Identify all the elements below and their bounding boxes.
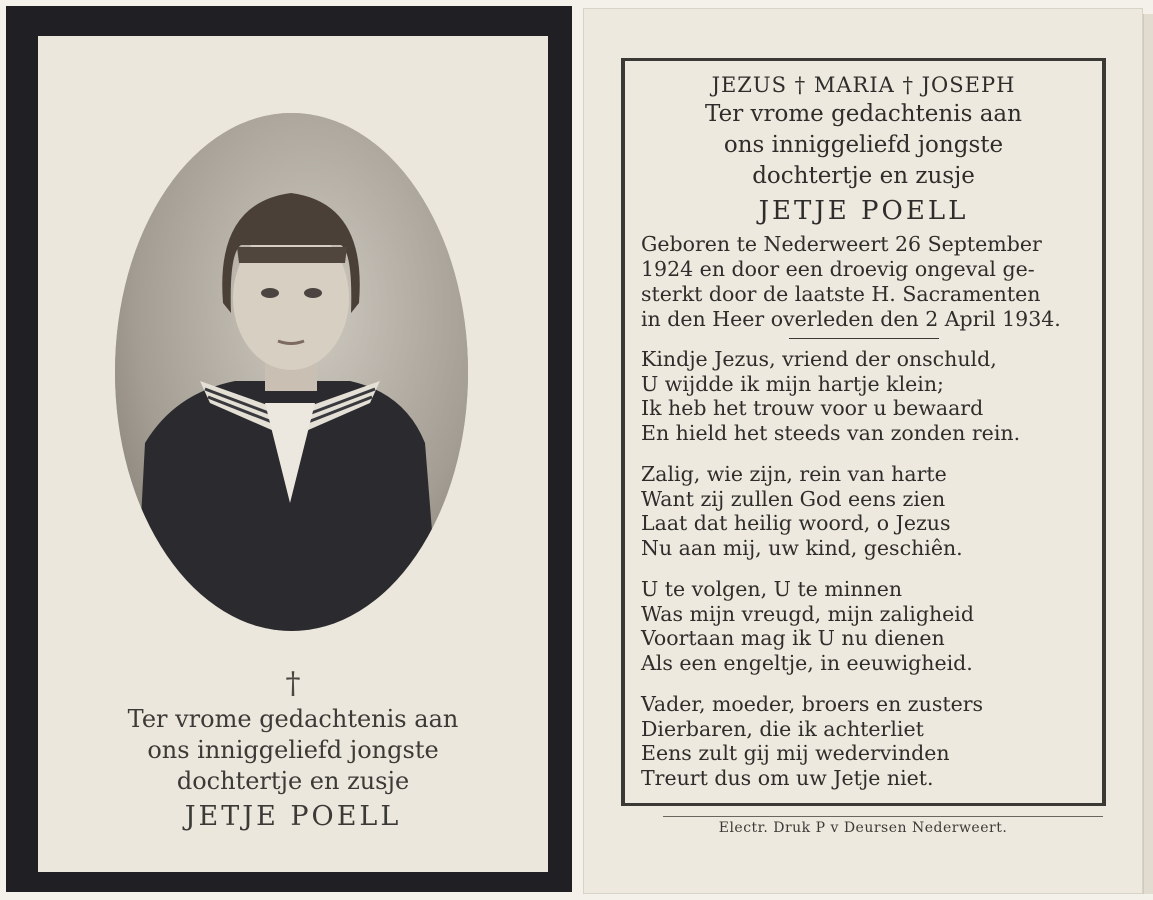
poem-line: En hield het steeds van zonden rein. <box>641 420 1021 445</box>
poem-line: Treurt dus om uw Jetje niet. <box>641 765 934 790</box>
divider <box>789 338 939 339</box>
poem-stanza <box>641 692 1102 790</box>
poem-line: Nu aan mij, uw kind, geschiên. <box>641 535 963 560</box>
poem-line: Voortaan mag ik U nu dienen <box>641 626 945 650</box>
memorial-card-front <box>6 6 572 892</box>
bio-line: 1924 en door een droevig ongeval ge- <box>641 257 1035 281</box>
header-line: JEZUS † MARIA † JOSEPH <box>711 73 1016 97</box>
dedication-line: Ter vrome gedachtenis aan <box>127 705 459 733</box>
poem-line: Ik heb het trouw voor u bewaard <box>641 396 984 420</box>
poem-line: Want zij zullen God eens zien <box>641 486 946 511</box>
biography <box>641 232 1088 332</box>
printer-rule <box>663 816 1103 817</box>
deceased-name: JETJE POELL <box>758 196 969 226</box>
front-dedication <box>38 704 548 832</box>
poem-line: Vader, moeder, broers en zusters <box>641 692 984 716</box>
portrait-illustration <box>115 113 468 631</box>
poem-line: Was mijn vreugd, mijn zaligheid <box>641 601 974 626</box>
memorial-card-back <box>583 8 1143 894</box>
card-edge <box>1143 14 1153 894</box>
bio-line: sterkt door de laatste H. Sacramenten <box>641 282 1041 306</box>
deceased-name: JETJE POELL <box>184 801 402 832</box>
dedication-line: dochtertje en zusje <box>176 767 410 795</box>
poem-stanza <box>641 462 1102 560</box>
poem-line: U wijdde ik mijn hartje klein; <box>641 371 944 396</box>
text-frame <box>621 58 1106 806</box>
poem-line: Laat dat heilig woord, o Jezus <box>641 511 951 535</box>
poem-stanza <box>641 577 1102 675</box>
poem-line: Dierbaren, die ik achterliet <box>641 716 924 741</box>
portrait-photo <box>115 113 468 631</box>
printer-credit: Electr. Druk P v Deursen Nederweert. <box>718 820 1008 836</box>
poem-line: Kindje Jezus, vriend der onschuld, <box>641 347 997 371</box>
poem-line: Eens zult gij mij wedervinden <box>641 741 950 765</box>
poem-line: Zalig, wie zijn, rein van harte <box>641 462 947 486</box>
frame-content <box>625 61 1102 807</box>
poem-stanza <box>641 347 1102 445</box>
bio-line: Geboren te Nederweert 26 September <box>641 232 1042 256</box>
intro-line: ons inniggeliefd jongste <box>723 132 1004 158</box>
poem-line: U te volgen, U te minnen <box>641 577 903 601</box>
poem-line: Als een engeltje, in eeuwigheid. <box>641 650 973 675</box>
card-front-panel <box>38 36 548 872</box>
intro-line: dochtertje en zusje <box>752 163 975 189</box>
bio-line: in den Heer overleden den 2 April 1934. <box>641 307 1061 331</box>
intro-line: Ter vrome gedachtenis aan <box>705 101 1022 127</box>
dedication-line: ons inniggeliefd jongste <box>147 736 439 764</box>
cross-icon: † <box>285 666 301 701</box>
